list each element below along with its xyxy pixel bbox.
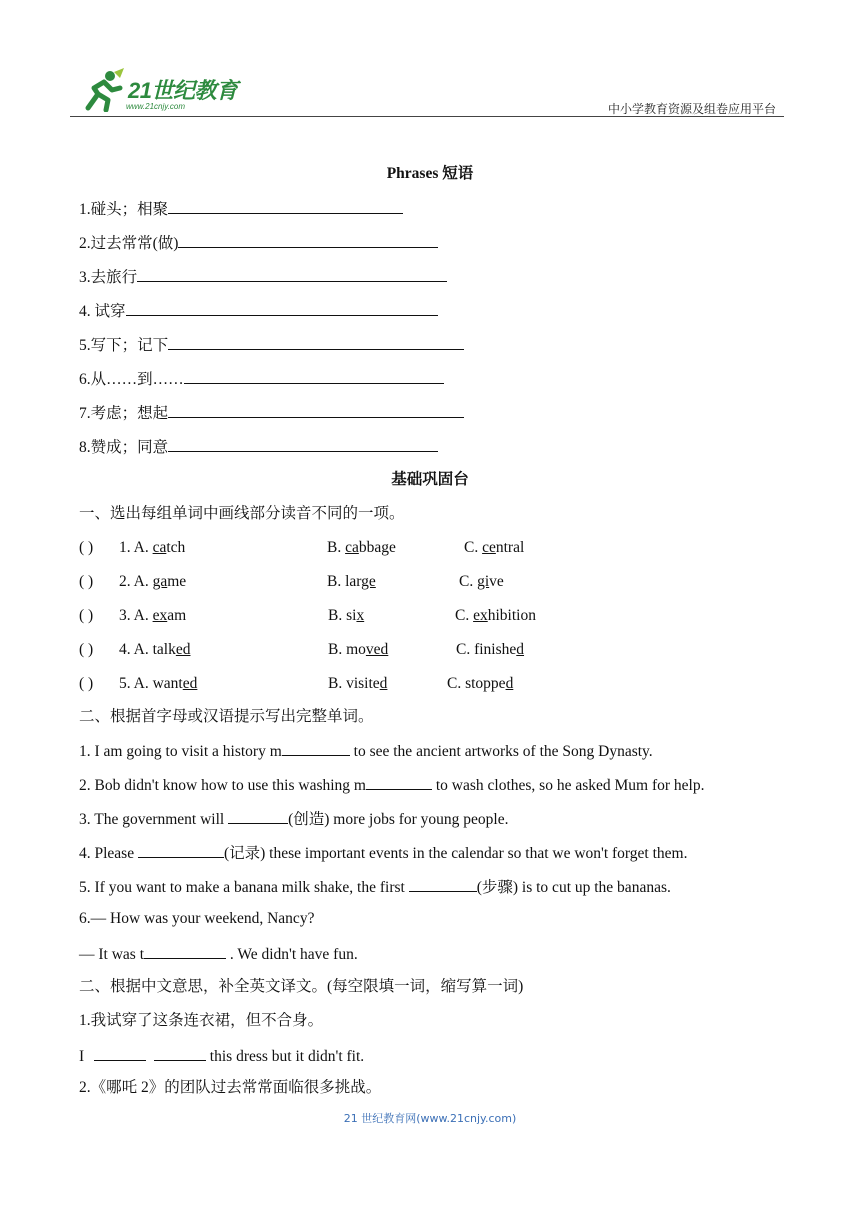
option-a: 3. A. exam [119, 607, 187, 624]
translation-1: 1.我试穿了这条连衣裙，但不合身。 [79, 1012, 324, 1029]
question-4: 4. Please (记录) these important events in the calendar so that we won't forget them. [79, 842, 688, 864]
phrase-item: 5.写下；记下 [79, 334, 464, 356]
translation-2: 2.《哪吒 2》的团队过去常常面临很多挑战。 [79, 1079, 382, 1096]
question-1: 1. I am going to visit a history m to see the ancient artworks of the Song Dynasty. [79, 740, 653, 762]
part1-heading: 一、选出每组单词中画线部分读音不同的一项。 [79, 505, 405, 522]
option-a: 1. A. catch [119, 539, 186, 556]
question-6-answer: — It was t . We didn't have fun. [79, 943, 358, 965]
part3-heading: 二、根据中文意思，补全英文译文。(每空限填一词，缩写算一词) [79, 978, 524, 995]
phrase-item: 7.考虑；想起 [79, 402, 464, 424]
option-c: C. finished [456, 641, 525, 658]
option-a: 4. A. talked [119, 641, 191, 658]
answer-blank[interactable] [409, 876, 477, 892]
question-6: 6.— How was your weekend, Nancy? [79, 910, 315, 927]
answer-paren[interactable]: ( ) [79, 607, 94, 624]
page-header [70, 68, 784, 118]
option-c: C. give [459, 573, 504, 590]
question-row [79, 640, 779, 660]
answer-blank[interactable] [168, 198, 403, 214]
option-b: B. large [327, 573, 376, 590]
answer-blank[interactable] [154, 1045, 206, 1061]
answer-blank[interactable] [228, 808, 288, 824]
phrase-item: 3.去旅行 [79, 266, 447, 288]
answer-blank[interactable] [168, 436, 438, 452]
phrase-item: 2.过去常常(做) [79, 232, 438, 254]
question-row [79, 674, 779, 694]
option-b: B. cabbage [327, 539, 396, 556]
question-5: 5. If you want to make a banana milk shake, the first (步骤) is to cut up the bananas. [79, 876, 671, 898]
answer-blank[interactable] [184, 368, 444, 384]
answer-blank[interactable] [94, 1045, 146, 1061]
answer-paren[interactable]: ( ) [79, 641, 94, 658]
answer-blank[interactable] [366, 774, 432, 790]
option-b: B. moved [328, 641, 389, 658]
answer-blank[interactable] [144, 943, 226, 959]
footer: 21 世纪教育网(www.21cnjy.com) [343, 1112, 517, 1125]
option-a: 2. A. game [119, 573, 187, 590]
logo-text: 21世纪教育 [128, 78, 238, 103]
header-divider [70, 116, 784, 117]
option-b: B. visited [328, 675, 388, 692]
logo [76, 68, 246, 114]
question-row [79, 538, 779, 558]
option-b: B. six [328, 607, 365, 624]
phrase-item: 6.从……到…… [79, 368, 444, 390]
question-3: 3. The government will (创造) more jobs for young people. [79, 808, 509, 830]
option-c: C. exhibition [455, 607, 536, 624]
phrase-item: 4. 试穿 [79, 300, 438, 322]
answer-blank[interactable] [178, 232, 438, 248]
option-a: 5. A. wanted [119, 675, 198, 692]
platform-label: 中小学教育资源及组卷应用平台 [607, 102, 776, 116]
phrase-item: 8.赞成；同意 [79, 436, 438, 458]
answer-paren[interactable]: ( ) [79, 539, 94, 556]
answer-blank[interactable] [168, 402, 464, 418]
answer-blank[interactable] [138, 842, 224, 858]
answer-paren[interactable]: ( ) [79, 675, 94, 692]
answer-blank[interactable] [282, 740, 350, 756]
phrase-item: 1.碰头；相聚 [79, 198, 403, 220]
translation-1-answer: I this dress but it didn't fit. [79, 1045, 364, 1067]
section-title: 基础巩固台 [391, 471, 469, 488]
answer-paren[interactable]: ( ) [79, 573, 94, 590]
answer-blank[interactable] [168, 334, 464, 350]
question-2: 2. Bob didn't know how to use this washing m to wash clothes, so he asked Mum for help. [79, 774, 704, 796]
phrases-title: Phrases 短语 [386, 165, 474, 182]
answer-blank[interactable] [126, 300, 438, 316]
option-c: C. stopped [447, 675, 514, 692]
logo-url: www.21cnjy.com [126, 102, 185, 111]
part2-heading: 二、根据首字母或汉语提示写出完整单词。 [79, 708, 374, 725]
answer-blank[interactable] [137, 266, 447, 282]
question-row [79, 606, 779, 626]
question-row [79, 572, 779, 592]
option-c: C. central [464, 539, 525, 556]
runner-logo-icon [76, 68, 128, 112]
